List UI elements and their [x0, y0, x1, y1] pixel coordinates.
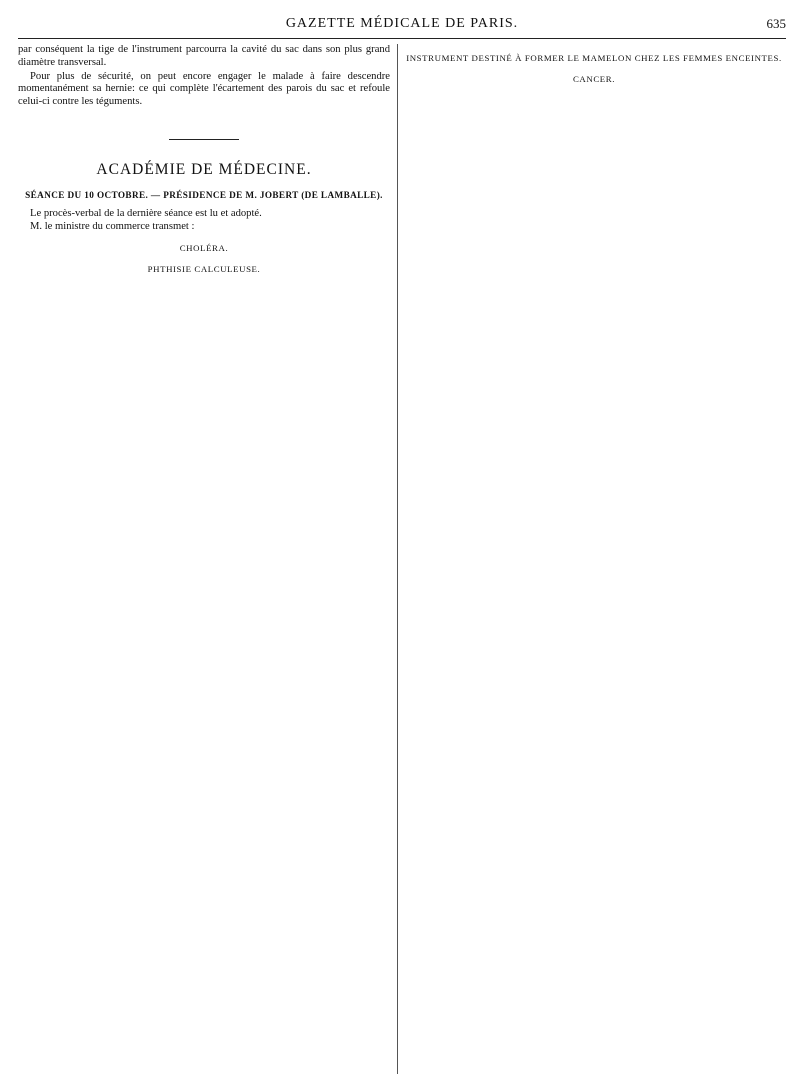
- academy-heading: ACADÉMIE DE MÉDECINE.: [96, 160, 312, 178]
- running-head: [18, 14, 786, 39]
- instrument-heading: INSTRUMENT DESTINÉ À FORMER LE MAMELON CHEZ LES FEMMES ENCEINTES.: [406, 53, 782, 63]
- paragraph: Pour plus de sécurité, on peut encore engager le malade à faire descendre momentanément sa hernie: ce qui complète l'écartement des parois du sac et refoule celui-ci contre les téguments.: [18, 70, 390, 108]
- running-title: GAZETTE MÉDICALE DE PARIS.: [285, 16, 519, 31]
- left-column: [18, 44, 390, 1074]
- session-line: SÉANCE DU 10 OCTOBRE. — PRÉSIDENCE DE M. JOBERT (DE LAMBALLE).: [25, 189, 383, 200]
- paragraph: Le procès-verbal de la dernière séance est lu et adopté.: [30, 207, 262, 219]
- paragraph: M. le ministre du commerce transmet :: [30, 221, 195, 233]
- right-column: [405, 44, 783, 1074]
- page-number: 635: [766, 16, 786, 31]
- column-rule: [397, 44, 398, 1074]
- phthisie-heading: PHTHISIE CALCULEUSE.: [147, 263, 261, 274]
- section-separator: [169, 139, 239, 140]
- cholera-heading: CHOLÉRA.: [179, 243, 229, 254]
- cancer-heading: CANCER.: [572, 73, 616, 84]
- paragraph: par conséquent la tige de l'instrument parcourra la cavité du sac dans son plus grand diamètre transversal.: [18, 44, 390, 68]
